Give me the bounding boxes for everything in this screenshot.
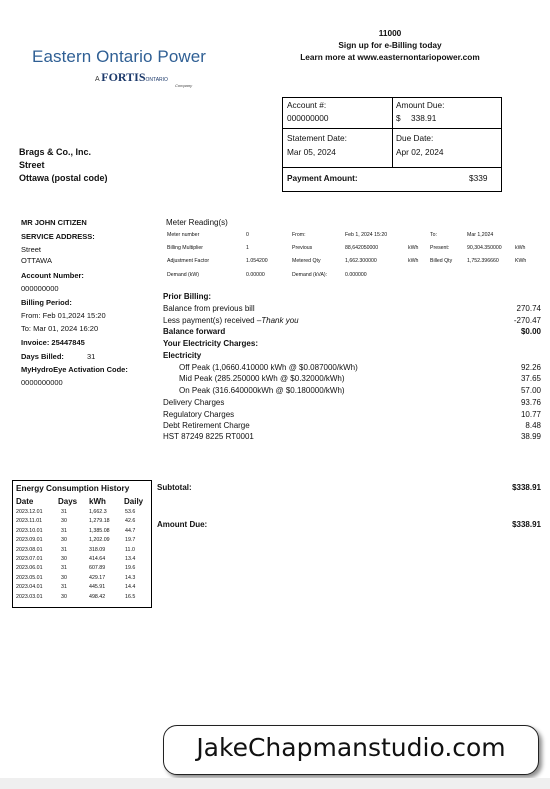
history-kwh: 1,662.3 (89, 509, 107, 515)
myhydroeye-label: MyHydroEye Activation Code: (21, 365, 128, 374)
meter-from-value: Feb 1, 2024 15:20 (345, 232, 388, 238)
history-days: 30 (61, 537, 67, 544)
less-payment-value: -270.47 (513, 316, 541, 325)
regulatory-charges-label: Regulatory Charges (163, 410, 235, 419)
history-days: 30 (61, 593, 67, 600)
adjustment-factor-value: 1.054200 (246, 258, 268, 264)
mid-peak-value: 37.65 (520, 374, 541, 383)
less-payment-text: Less payment(s) received – (163, 316, 262, 325)
invoice-number: Invoice: 25447845 (21, 338, 85, 347)
due-date-value: Apr 02, 2024 (396, 147, 444, 157)
history-date: 2023.08.01 (16, 546, 43, 553)
billing-multiplier-value: 1 (246, 245, 249, 251)
history-col-kwh: kWh (89, 497, 106, 506)
header-code: 11000 (378, 28, 402, 38)
service-address-label: SERVICE ADDRESS: (21, 232, 95, 241)
present-value: 90,304.350000 (467, 245, 502, 251)
demand-kva-value: 0.000000 (345, 272, 367, 278)
history-kwh: 1,202.09 (89, 537, 110, 544)
customer-street: Street (19, 160, 45, 170)
history-daily: 14.3 (125, 574, 136, 581)
amount-due-label-bottom: Amount Due: (157, 520, 208, 529)
footer-bar (0, 778, 550, 789)
history-date: 2023.12.01 (16, 509, 43, 515)
due-date-label: Due Date: (396, 133, 434, 143)
history-row (13, 594, 151, 604)
kwh-unit: kWh (408, 245, 419, 251)
history-days: 31 (61, 546, 67, 553)
less-payment-label (163, 316, 299, 325)
meter-to-label: To: (430, 232, 437, 238)
history-kwh: 1,279.18 (89, 518, 110, 525)
history-daily: 19.7 (125, 537, 136, 544)
billed-qty-value: 1,752.396660 (467, 258, 499, 264)
payment-amount-value: $339 (469, 173, 488, 183)
account-number-label: Account Number: (21, 271, 84, 280)
history-daily: 19.6 (125, 565, 136, 572)
history-date: 2023.04.01 (16, 584, 43, 591)
days-billed-label: Days Billed: (21, 352, 64, 361)
regulatory-charges-value: 10.77 (520, 410, 541, 419)
meter-number-value: 0 (246, 232, 249, 238)
history-date: 2023.05.01 (16, 574, 43, 581)
debt-retirement-label: Debt Retirement Charge (163, 421, 250, 430)
history-date: 2023.10.01 (16, 527, 43, 534)
delivery-charges-label: Delivery Charges (163, 398, 225, 407)
subtotal-value: $338.91 (512, 483, 541, 492)
balance-previous-label: Balance from previous bill (163, 304, 255, 313)
divider (283, 128, 501, 129)
divider (283, 167, 501, 168)
payment-amount-label: Payment Amount: (287, 173, 358, 183)
debt-retirement-value: 8.48 (525, 421, 541, 430)
billing-period-from: From: Feb 01,2024 15:20 (21, 311, 106, 320)
billing-period-to: To: Mar 01, 2024 16:20 (21, 324, 99, 333)
history-col-date: Date (16, 497, 34, 506)
statement-date-label: Statement Date: (287, 133, 347, 143)
kwh-unit: KWh (515, 258, 527, 264)
billing-period-label: Billing Period: (21, 298, 72, 307)
thank-you-text: Thank you (261, 316, 299, 325)
service-street: Street (21, 245, 42, 254)
history-kwh: 318.09 (89, 546, 106, 553)
header-ebill: Sign up for e-Billing today (338, 40, 442, 50)
off-peak-value: 92.26 (520, 363, 541, 372)
on-peak-label: On Peak (316.640000kWh @ $0.180000/kWh) (179, 386, 345, 395)
electricity-label: Electricity (163, 351, 202, 360)
off-peak-label: Off Peak (1,0660.410000 kWh @ $0.087000/kWh) (179, 363, 358, 372)
previous-value: 88,642050000 (345, 245, 379, 251)
history-days: 30 (61, 556, 67, 562)
kwh-unit: kWh (408, 258, 419, 264)
logo-prefix: A (95, 76, 100, 83)
history-kwh: 1,385.08 (89, 527, 110, 534)
account-value: 000000000 (287, 113, 329, 123)
history-daily: 42.6 (125, 518, 136, 525)
previous-label: Previous (292, 245, 313, 251)
customer-city: Ottawa (postal code) (19, 173, 108, 183)
logo-ontario: ONTARIO (145, 77, 168, 83)
history-date: 2023.06.01 (16, 565, 43, 572)
header-learn-more: Learn more at www.easternontariopower.com (300, 52, 480, 62)
energy-consumption-history (12, 480, 152, 608)
adjustment-factor-label: Adjustment Factor (167, 258, 210, 264)
history-days: 30 (61, 518, 67, 525)
balance-previous-value: 270.74 (516, 304, 541, 313)
amount-due-currency: $ (396, 113, 401, 123)
subtotal-label: Subtotal: (157, 483, 192, 492)
history-date: 2023.07.01 (16, 556, 43, 562)
history-kwh: 445.91 (89, 584, 106, 591)
billing-multiplier-label: Billing Multiplier (167, 245, 204, 251)
history-daily: 53.6 (125, 509, 136, 515)
meter-number-label: Meter number (167, 232, 200, 238)
history-kwh: 414.64 (89, 556, 106, 562)
watermark-text: JakeChapmanstudio.com (196, 733, 506, 762)
history-daily: 14.4 (125, 584, 136, 591)
history-kwh: 607.89 (89, 565, 106, 572)
demand-kw-value: 0.00000 (246, 272, 265, 278)
kwh-unit: kWh (515, 245, 526, 251)
account-summary-box (282, 97, 502, 192)
history-daily: 11.0 (125, 546, 135, 553)
present-label: Present: (430, 245, 450, 251)
history-date: 2023.09.01 (16, 537, 43, 544)
meter-readings-title: Meter Reading(s) (166, 218, 228, 227)
balance-forward-value: $0.00 (520, 327, 541, 336)
history-days: 31 (61, 509, 67, 515)
history-kwh: 429.17 (89, 574, 106, 581)
meter-to-value: Mar 1,2024 (467, 232, 494, 238)
logo-fortis: FORTIS (101, 70, 146, 84)
on-peak-value: 57.00 (520, 386, 541, 395)
history-days: 31 (61, 565, 67, 572)
history-days: 30 (61, 574, 67, 581)
delivery-charges-value: 93.76 (520, 398, 541, 407)
hst-value: 38.99 (520, 432, 541, 441)
account-number-value: 000000000 (21, 284, 59, 293)
hst-label: HST 87249 8225 RT0001 (163, 432, 254, 441)
amount-due-label: Amount Due: (396, 100, 445, 110)
balance-forward-label: Balance forward (163, 327, 226, 336)
account-label: Account #: (287, 100, 327, 110)
company-logo-name: Eastern Ontario Power (32, 47, 207, 66)
billed-qty-label: Billed Qty (430, 258, 453, 264)
history-date: 2023.03.01 (16, 593, 43, 600)
demand-kva-label: Demand (kVA): (292, 272, 328, 278)
myhydroeye-code: 0000000000 (21, 378, 63, 387)
your-electricity-charges-label: Your Electricity Charges: (163, 339, 258, 348)
history-col-days: Days (58, 497, 78, 506)
metered-qty-label: Metered Qty (292, 258, 321, 264)
prior-billing-label: Prior Billing: (163, 292, 211, 301)
history-daily: 16.5 (125, 593, 136, 600)
mid-peak-label: Mid Peak (285.250000 kWh @ $0.32000/kWh) (179, 374, 345, 383)
fortis-logo (95, 70, 168, 85)
amount-due-value: 338.91 (411, 113, 437, 123)
customer-name: Brags & Co., Inc. (19, 147, 92, 157)
history-days: 31 (61, 584, 67, 591)
demand-kw-label: Demand (kW) (167, 272, 199, 278)
history-kwh: 498.42 (89, 593, 106, 600)
logo-company: Company (175, 83, 193, 88)
metered-qty-value: 1,662.300000 (345, 258, 377, 264)
history-title: Energy Consumption History (16, 484, 130, 493)
watermark-banner (163, 725, 539, 775)
meter-from-label: From: (292, 232, 306, 238)
amount-due-value-bottom: $338.91 (512, 520, 541, 529)
statement-date-value: Mar 05, 2024 (287, 147, 336, 157)
history-date: 2023.11.01 (16, 518, 43, 525)
person-name: MR JOHN CITIZEN (21, 218, 87, 227)
history-daily: 13.4 (125, 556, 136, 562)
history-days: 31 (61, 527, 67, 534)
divider (392, 98, 393, 167)
history-daily: 44.7 (125, 527, 136, 534)
days-billed-value: 31 (87, 352, 96, 361)
history-col-daily: Daily (124, 497, 144, 506)
service-city: OTTAWA (21, 256, 52, 265)
